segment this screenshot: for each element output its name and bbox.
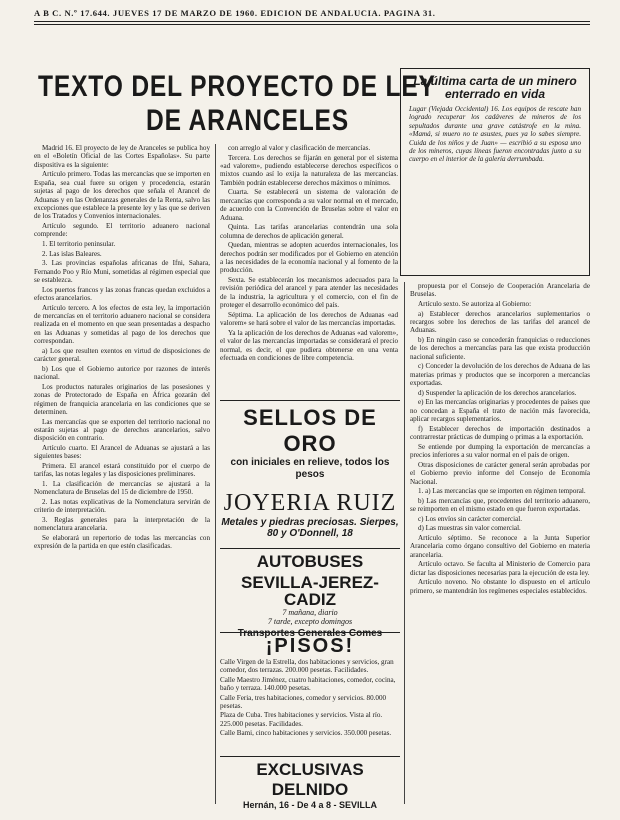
page-header: A B C. N.º 17.644. JUEVES 17 DE MARZO DE 1960. EDICION DE ANDALUCIA. PAGINA 31. (34, 8, 436, 18)
headline-line-1: TEXTO DEL PROYECTO DE LEY (38, 70, 436, 103)
article-paragraph: e) En las mercancías originarias y procedentes de países que no concedan a España el trato de nación más favorecida, aplicar recargos suplementarios. (410, 398, 590, 424)
ad-autobuses-title-2: SEVILLA-JEREZ-CADIZ (241, 573, 379, 609)
headline-line-2: DE ARANCELES (146, 104, 350, 137)
article-paragraph: d) Las muestras sin valor comercial. (418, 524, 521, 533)
article-paragraph: propuesta por el Consejo de Cooperación Arancelaria de Bruselas. (410, 282, 590, 299)
article-paragraph: b) Las mercancías que, procedentes del territorio aduanero, se reimporten en el mismo estado en que fueron exportadas. (410, 496, 590, 514)
ad-sellos-sub: con iniciales en relieve, todos los pesos (230, 457, 390, 480)
article-paragraph: Artículo octavo. Se faculta al Ministerio de Comercio para dictar las disposiciones necesarias para la ejecución de esta ley. (410, 560, 590, 577)
ad-pisos (220, 632, 400, 657)
header-rule-thin (34, 24, 590, 25)
sidebox-body: Lugar (Viejada Occidental) 16. Los equipos de rescate han logrado recuperar los cadáveres de mineros de los sepultados durante una grave catástrofe en la mina. «Mamá, si muero no te asustes, pues ya lo sabes siempre. Cuida de los niños y de Juan» — escribió a su esposa uno de los mineros, cuyas líneas fueron encontradas junto a su cuerpo en el interior de la galería derrumbada. (409, 105, 581, 164)
ad-pisos-title: ¡PISOS! (265, 635, 355, 657)
article-paragraph: 3. Reglas generales para la interpretación de la nomenclatura arancelaria. (34, 516, 210, 533)
pisos-listing: Calle Virgen de la Estrella, dos habitaciones y servicios, gran comedor, dos terrazas. 200.000 pesetas. Facilidades. (220, 658, 394, 675)
ad-joyeria-sub: Metales y piedras preciosas. Sierpes, 80 y O'Donnell, 18 (221, 517, 399, 539)
ad-joyeria-ruiz (220, 488, 400, 544)
article-paragraph: Otras disposiciones de carácter general serán aprobadas por el Gobierno previo informe del Consejo de Economía Nacional. (410, 460, 590, 486)
article-paragraph: d) Suspender la aplicación de los derechos arancelarios. (418, 388, 577, 397)
article-paragraph: Ya la aplicación de los derechos de Aduanas «ad valorem», el valor de las mercancías importadas se considerará el precio normal, es decir, el que pudiera obtenerse en una venta efectuada en condiciones de libre competencia. (220, 328, 398, 363)
header-rule (34, 21, 590, 22)
article-paragraph: 2. Las islas Baleares. (42, 249, 102, 258)
article-paragraph: Primera. El arancel estará constituido por el cuerpo de tarifas, las notas legales y las disposiciones preliminares. (34, 462, 210, 479)
article-paragraph: f) Establecer derechos de importación destinados a contrarrestar prácticas de dumping o primas a la exportación. (410, 424, 590, 442)
article-paragraph: Se entiende por dumping la exportación de mercancías a precios inferiores a su valor normal en el país de origen. (410, 442, 590, 460)
pisos-listing: Plaza de Cuba. Tres habitaciones y servicios. Vista al río. 225.000 pesetas. Facilidades. (220, 711, 383, 728)
article-paragraph: Artículo noveno. No obstante lo dispuesto en el artículo primero, se mantendrán los regímenes especiales establecidos. (410, 578, 590, 595)
article-paragraph: Tercera. Los derechos se fijarán en general por el sistema «ad valorem», pudiendo establecerse derechos específicos o mixtos cuando así lo exija la naturaleza de las mercancías. También podrán establecerse derechos máximos o mínimos. (220, 153, 398, 187)
pisos-listing: Calle Feria, tres habitaciones, comedor y servicios. 80.000 pesetas. (220, 693, 387, 711)
article-paragraph: a) Los que resulten exentos en virtud de disposiciones de carácter general. (34, 346, 210, 364)
column-divider (404, 282, 405, 804)
article-paragraph: Los productos naturales originarios de las posesiones y zonas de Protectorado de España en África gozarán del régimen de franquicia arancelaria en las condiciones que se determinen. (34, 382, 210, 417)
article-paragraph: Los puertos francos y las zonas francas quedan excluidos a efectos arancelarios. (34, 285, 210, 303)
column-divider (215, 144, 216, 804)
article-column-3 (410, 282, 590, 804)
ad-autobuses (220, 548, 400, 639)
ad-delnido-title: EXCLUSIVAS DELNIDO (256, 760, 364, 799)
ad-pisos-list (220, 658, 400, 754)
article-column-1 (34, 144, 210, 804)
article-paragraph: Cuarta. Se establecerá un sistema de valoración de mercancías que corresponda a su valor normal en el mercado, de acuerdo con la Convención de Bruselas sobre el valor en Aduana. (220, 188, 398, 222)
article-paragraph: b) Los que el Gobierno autorice por razones de interés nacional. (34, 364, 210, 382)
article-paragraph: 1. a) Las mercancías que se importen en régimen temporal. (418, 487, 586, 496)
article-paragraph: Madrid 16. El proyecto de ley de Aranceles se publica hoy en el «Boletín Oficial de las Cortes Españolas». Su parte dispositiva es la siguiente: (34, 144, 210, 169)
article-paragraph: Quedan, mientras se adopten acuerdos internacionales, los derechos podrán ser modificados por el Gobierno en atención a las necesidades de la economía nacional y al fomento de la producción. (220, 241, 398, 275)
ad-autobuses-company: Transportes Generales Comes (237, 628, 383, 639)
article-paragraph: Sexta. Se establecerán los mecanismos adecuados para la revisión periódica del arancel y para atender las necesidades de la industria, la agricultura y el comercio, con el fin de proteger el desarrollo económico del país. (220, 276, 398, 310)
ad-joyeria-title: JOYERIA RUIZ (223, 490, 397, 516)
pisos-listing: Calle Maestro Jiménez, cuatro habitaciones, comedor, cocina, baño y terraza. 140.000 pesetas. (220, 675, 396, 693)
article-paragraph: Quinta. Las tarifas arancelarias contendrán una sola columna de derechos de aplicación general. (220, 223, 398, 240)
ad-autobuses-title-1: AUTOBUSES (256, 552, 364, 571)
article-paragraph: 3. Las provincias españolas africanas de Ifni, Sahara, Fernando Poo y Río Muni, sometidas al régimen especial que se establezca. (34, 259, 210, 285)
ad-sellos-title: SELLOS DE ORO (243, 405, 377, 456)
article-column-2 (220, 144, 398, 399)
pisos-listing: Calle Bami, cinco habitaciones y servicios. 350.000 pesetas. (220, 729, 392, 738)
ad-delnido (220, 756, 400, 810)
article-paragraph: a) Establecer derechos arancelarios suplementarios o recargos sobre los derechos de las tarifas del arancel de Aduanas. (410, 309, 590, 335)
sidebox-article (400, 68, 590, 276)
article-paragraph: Artículo tercero. A los efectos de esta ley, la importación de mercancías en el territorio aduanero nacional se considera realizada en el momento en que sean presentadas a despacho en las Aduanas y sometidas al pago de los derechos que correspondan. (34, 303, 210, 346)
article-paragraph: Se elaborará un repertorio de todas las mercancías con expresión de la partida en que estén clasificadas. (34, 534, 210, 551)
ad-delnido-sub: Hernán, 16 - De 4 a 8 - SEVILLA (242, 800, 378, 810)
article-paragraph: Las mercancías que se exporten del territorio nacional no estarán sujetas al pago de derechos arancelarios, salvo disposición en contrario. (34, 417, 210, 443)
article-paragraph: Artículo sexto. Se autoriza al Gobierno: (418, 300, 532, 308)
ad-sellos-de-oro (220, 400, 400, 493)
ad-autobuses-schedule-2: 7 tarde, excepto domingos (267, 617, 353, 626)
article-paragraph: 1. La clasificación de mercancías se ajustará a la Nomenclatura de Bruselas del 15 de diciembre de 1950. (34, 480, 210, 497)
article-paragraph: b) En ningún caso se concederán franquicias o reducciones de los derechos a mercancías para las que exista producción nacional suficiente. (410, 336, 590, 361)
article-paragraph: Artículo séptimo. Se reconoce a la Junta Superior Arancelaria como órgano consultivo del Gobierno en materia arancelaria. (410, 534, 590, 559)
article-paragraph: Séptima. La aplicación de los derechos de Aduanas «ad valorem» se hará sobre el valor de las mercancías importadas. (220, 310, 398, 328)
article-paragraph: c) Conceder la devolución de los derechos de Aduana de las materias primas y productos que se incorporen a mercancías exportadas. (410, 362, 590, 388)
ad-autobuses-schedule-1: 7 mañana, diario (282, 608, 338, 617)
article-paragraph: Artículo cuarto. El Arancel de Aduanas se ajustará a las siguientes bases: (34, 444, 210, 461)
article-paragraph: c) Los envíos sin carácter comercial. (418, 514, 522, 523)
article-paragraph: 2. Las notas explicativas de la Nomenclatura servirán de criterio de interpretación. (34, 498, 210, 515)
article-paragraph: con arreglo al valor y clasificación de mercancías. (228, 144, 371, 152)
article-paragraph: Artículo segundo. El territorio aduanero nacional comprende: (34, 222, 210, 239)
sidebox-title: La última carta de un minero enterrado en vida (413, 74, 577, 101)
article-paragraph: Artículo primero. Todas las mercancías que se importen en España, sea cual fuere su origen y procedencia, estarán sujetas al pago de los derechos que señala el Arancel de Aduanas y en las Ordenanzas generales de la Renta, salvo las excepciones que establece la presente ley y las que se deriven de los Tratados y Convenios internacionales. (34, 170, 210, 221)
article-paragraph: 1. El territorio peninsular. (42, 240, 116, 249)
